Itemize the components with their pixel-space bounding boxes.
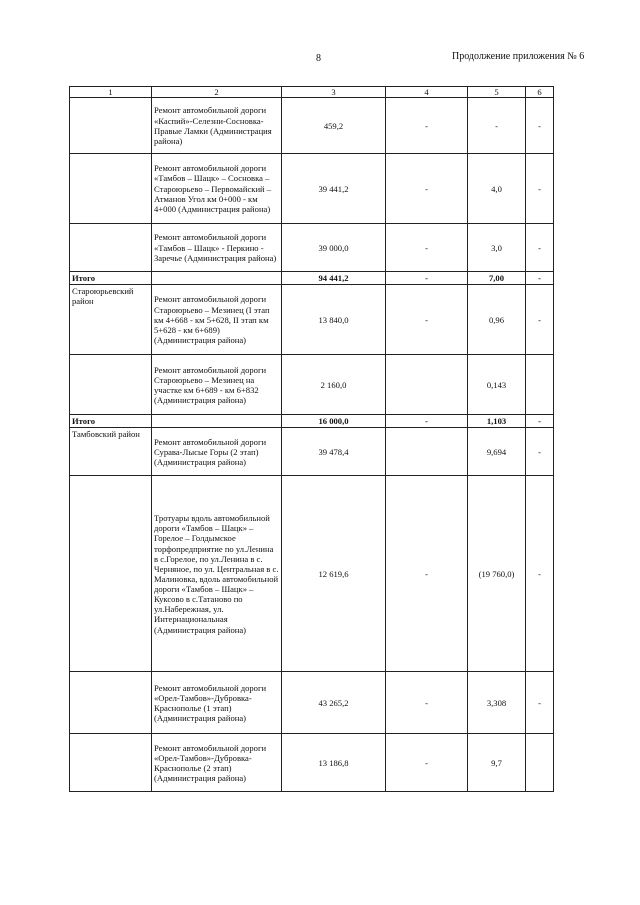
district-cell	[70, 98, 152, 154]
table-row	[70, 672, 554, 734]
table-row	[70, 154, 554, 224]
district-cell	[70, 734, 152, 792]
table-header-row	[70, 87, 554, 98]
col4-cell: -	[386, 272, 468, 285]
length-cell: 0,96	[468, 285, 526, 355]
column-header: 5	[468, 87, 526, 98]
table-row	[70, 285, 554, 355]
amount-cell: 13 186,8	[282, 734, 386, 792]
project-name-cell: Ремонт автомобильной дороги «Орел-Тамбов»-Дубровка-Краснополье (2 этап) (Администрация района)	[152, 734, 282, 792]
district-cell	[70, 224, 152, 272]
total-row	[70, 272, 554, 285]
table-row	[70, 734, 554, 792]
page-number: 8	[316, 53, 321, 64]
appendix-table	[69, 86, 554, 792]
total-label: Итого	[70, 272, 152, 285]
table-row	[70, 98, 554, 154]
col4-cell: -	[386, 98, 468, 154]
column-header: 2	[152, 87, 282, 98]
project-name-cell: Ремонт автомобильной дороги Сурава-Лысые Горы (2 этап) (Администрация района)	[152, 428, 282, 476]
amount-cell: 16 000,0	[282, 415, 386, 428]
amount-cell: 39 441,2	[282, 154, 386, 224]
project-name-cell: Ремонт автомобильной дороги «Тамбов – Шацк» - Перкино - Заречье (Администрация района)	[152, 224, 282, 272]
col6-cell	[526, 734, 554, 792]
amount-cell: 12 619,6	[282, 476, 386, 672]
district-cell	[70, 154, 152, 224]
district-cell	[70, 476, 152, 672]
length-cell: 4,0	[468, 154, 526, 224]
project-name-cell	[152, 272, 282, 285]
length-cell: (19 760,0)	[468, 476, 526, 672]
col4-cell	[386, 355, 468, 415]
col4-cell: -	[386, 224, 468, 272]
col4-cell: -	[386, 154, 468, 224]
amount-cell: 39 478,4	[282, 428, 386, 476]
length-cell: -	[468, 98, 526, 154]
table-row	[70, 224, 554, 272]
col4-cell: -	[386, 672, 468, 734]
col6-cell: -	[526, 428, 554, 476]
col4-cell: -	[386, 476, 468, 672]
length-cell: 1,103	[468, 415, 526, 428]
length-cell: 0,143	[468, 355, 526, 415]
amount-cell: 13 840,0	[282, 285, 386, 355]
length-cell: 9,694	[468, 428, 526, 476]
length-cell: 3,0	[468, 224, 526, 272]
col4-cell	[386, 428, 468, 476]
district-cell	[70, 355, 152, 415]
col6-cell: -	[526, 415, 554, 428]
project-name-cell: Ремонт автомобильной дороги «Тамбов – Шацк» – Сосновка – Староюрьево – Первомайский – Атманов Угол км 0+000 - км 4+000 (Администрация района)	[152, 154, 282, 224]
table-row	[70, 355, 554, 415]
column-header: 3	[282, 87, 386, 98]
col6-cell: -	[526, 98, 554, 154]
col6-cell: -	[526, 476, 554, 672]
project-name-cell: Ремонт автомобильной дороги «Каспий»-Селезни-Сосновка-Правые Ламки (Администрация района)	[152, 98, 282, 154]
amount-cell: 94 441,2	[282, 272, 386, 285]
column-header: 6	[526, 87, 554, 98]
col4-cell: -	[386, 285, 468, 355]
length-cell: 3,308	[468, 672, 526, 734]
col6-cell	[526, 355, 554, 415]
district-cell	[70, 672, 152, 734]
project-name-cell: Тротуары вдоль автомобильной дороги «Тамбов – Шацк» – Горелое – Голдымское торфопредприятие по ул.Ленина в с.Горелое, по ул.Ленина в с. Черняное, по ул. Центральная в с. Малиновка, вдоль автомобильной дороги «Тамбов – Шацк» – Куксово в с.Татаново по ул.Набережная, ул. Интернациональная (Администрация района)	[152, 476, 282, 672]
table-row	[70, 428, 554, 476]
col6-cell: -	[526, 285, 554, 355]
column-header: 1	[70, 87, 152, 98]
col6-cell: -	[526, 672, 554, 734]
length-cell: 9,7	[468, 734, 526, 792]
amount-cell: 2 160,0	[282, 355, 386, 415]
col4-cell: -	[386, 734, 468, 792]
column-header: 4	[386, 87, 468, 98]
appendix-header: Продолжение приложения № 6	[452, 51, 585, 62]
amount-cell: 39 000,0	[282, 224, 386, 272]
col4-cell: -	[386, 415, 468, 428]
district-cell: Тамбовский район	[70, 428, 152, 476]
amount-cell: 459,2	[282, 98, 386, 154]
district-cell: Староюрьевский район	[70, 285, 152, 355]
col6-cell: -	[526, 154, 554, 224]
project-name-cell	[152, 415, 282, 428]
col6-cell: -	[526, 224, 554, 272]
length-cell: 7,00	[468, 272, 526, 285]
project-name-cell: Ремонт автомобильной дороги «Орел-Тамбов»-Дубровка-Краснополье (1 этап) (Администрация района)	[152, 672, 282, 734]
total-row	[70, 415, 554, 428]
amount-cell: 43 265,2	[282, 672, 386, 734]
project-name-cell: Ремонт автомобильной дороги Староюрьево – Мезинец (I этап км 4+668 - км 5+628, II этап км 5+628 - км 6+689) (Администрация района)	[152, 285, 282, 355]
table-row	[70, 476, 554, 672]
total-label: Итого	[70, 415, 152, 428]
project-name-cell: Ремонт автомобильной дороги Староюрьево – Мезинец на участке км 6+689 - км 6+832 (Администрация района)	[152, 355, 282, 415]
col6-cell: -	[526, 272, 554, 285]
